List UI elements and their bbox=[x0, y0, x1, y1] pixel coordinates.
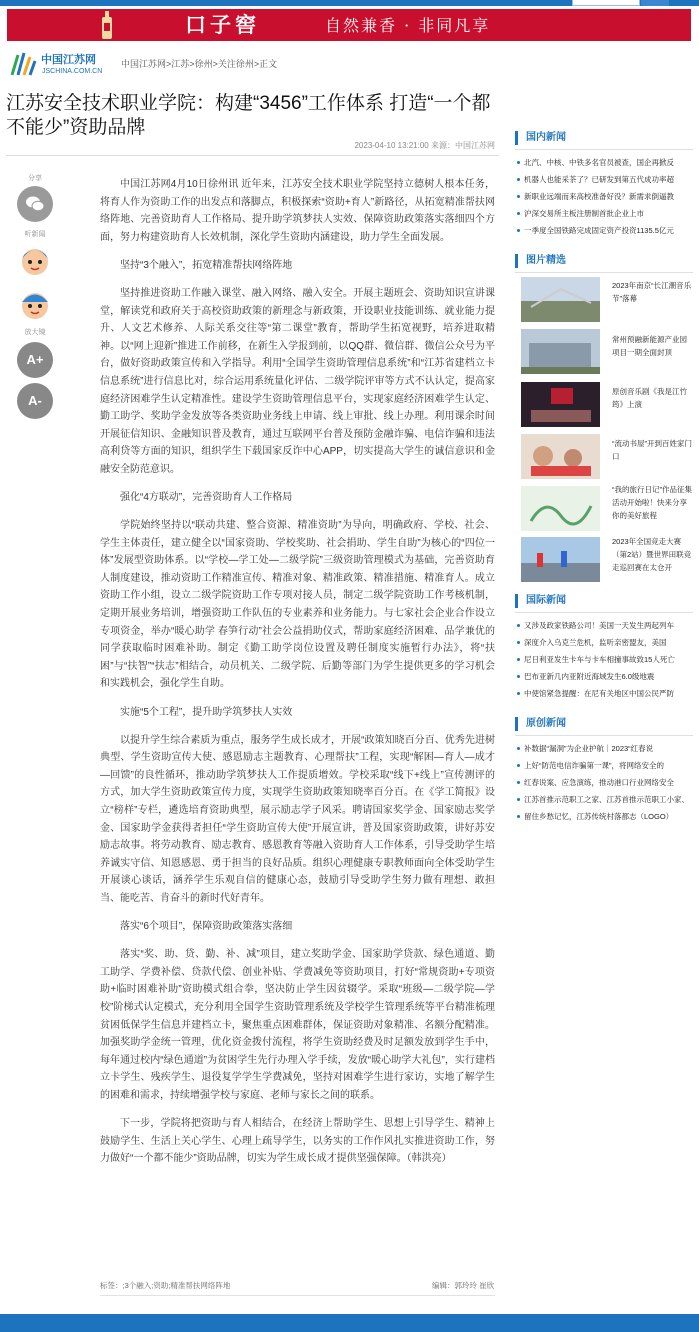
photo-thumb-book-house[interactable] bbox=[521, 434, 600, 479]
article-editor: 编辑：郭玲玲 崔欣 bbox=[432, 1281, 495, 1290]
sidebar-heading-original[interactable]: 原创新闻 bbox=[515, 717, 693, 731]
wechat-share-button[interactable] bbox=[17, 186, 53, 222]
ad-banner[interactable] bbox=[7, 9, 691, 41]
article-tags[interactable]: 标签：;3个融入;资助;精准帮扶网络阵地 bbox=[100, 1281, 231, 1290]
international-news-list bbox=[515, 617, 693, 702]
original-news-item[interactable]: 红春说案、应急演练，推动港口行业网络安全 bbox=[515, 774, 693, 791]
breadcrumb-home[interactable]: 中国江苏网 bbox=[121, 59, 167, 69]
page-footer bbox=[0, 1314, 699, 1332]
international-news-item[interactable]: 巴布亚新几内亚附近海域发生6.0级地震 bbox=[515, 668, 693, 685]
photo-thumb-travel-diary[interactable] bbox=[521, 486, 600, 531]
domestic-news-item[interactable]: 北汽、中核、中铁多名官员被查，国企再掀反 bbox=[515, 154, 693, 171]
breadcrumb-current: 正文 bbox=[259, 59, 278, 69]
share-label: 分享 bbox=[28, 175, 42, 182]
paragraph-section-1: 坚持推进资助工作融入课堂、融入网络、融入安全。开展主题班会、资助知识宣讲课堂，解读党和政府关于高校资助政策的新理念与新政策，开设职业技能训练、就业能力提升、人文艺术修养、人际关系交往等“第二课堂”教育，帮助学生拓宽视野，培养进取精神。以“网上迎新”推进工作前移，在新生入学报到前，以QQ群、微信群、微信公众号为平台，做好资助政策宣传和入学指导。利用“全国学生资助管理信息系统”和“江苏省建档立卡信息系统”进行信息比对，综合运用系统量化评估、二级学院评审等方式不认认定，提高家庭经济困难学生认定精准性。建设学生资助管理信息平台，实现家庭经济困难学生认定、勤工助学、奖助学金发放等各类资助业务线上申请、线上审批、线上办理。利用课余时间开展征信知识、金融知识普及教育，通过互联网平台普及预防金融诈骗、电信诈骗和违法高利贷等方面的知识，组织学生下载国家反诈中心APP，切实提高大学生的诚信意识和金融安全防范意识。 bbox=[100, 287, 495, 475]
paragraph-section-3: 以提升学生综合素质为重点，服务学生成长成才，开展“政策知晓百分百、优秀先进树典型、学生资助宣传大使、感恩励志主题教育、心理帮扶”工程，实现“解困—育人—成才—回馈”的良性循环，推动助学筑梦扶人工作提质增效。学校采取“线下+线上”宣传测评的方式，加大学生资助政策宣传力度，实现学生资助政策知晓率百分百。在《学工简报》设立“榜样”专栏，遴选培育资助典型，展示励志学子风采。聘请国家奖学金、国家励志奖学金、国家助学金获得者担任“学生资助宣传大使”开展宣讲，普及国家资助政策，讲好苏安励志故事。将劳动教育、励志教育、感恩教育等融入资助育人工作体系，引导受助学生培养诚实守信、知恩感恩、勇于担当的良好品质。组织心理健康专职教师面向全体受助学生开展谈心谈话，涵养学生乐观自信的健康心态，鼓励引导受助学生努力做有理想、敢担当、能吃苦、肯奋斗的新时代好青年。 bbox=[100, 734, 495, 904]
top-search-input[interactable] bbox=[572, 0, 640, 6]
article-source: 来源：中国江苏网 bbox=[431, 141, 495, 150]
international-news-item[interactable]: 中使馆紧急提醒：在尼有关地区中国公民严防 bbox=[515, 685, 693, 702]
paragraph-intro: 中国江苏网4月10日徐州讯 近年来，江苏安全技术职业学院坚持立德树人根本任务，将育人作为资助工作的出发点和落脚点，积极探索“资助+育人”新路径，从拓宽精准帮扶网络阵地、完善资助育人工作格局、提升助学筑梦扶人实效、保障资助政策落实落细四个方面，努力构建资助育人长效机制，深化学生资助内涵建设，助力学生全面发展。 bbox=[100, 179, 495, 243]
sidebar-original-news bbox=[515, 717, 693, 825]
sidebar-divider bbox=[515, 612, 693, 613]
paragraph-conclusion: 下一步，学院将把资助与育人相结合，在经济上帮助学生、思想上引导学生、精神上鼓励学生、生活上关心学生、心理上疏导学生，以务实的工作作风扎实推进资助工作，努力做好“一个都不能少”资助品牌，切实为学生成长成才提供坚强保障。（韩洪亮） bbox=[100, 1118, 495, 1165]
sidebar-photos bbox=[515, 254, 693, 584]
photo-thumb-musical[interactable] bbox=[521, 382, 600, 427]
breadcrumb-focus-xuzhou[interactable]: 关注徐州 bbox=[217, 59, 254, 69]
article-meta bbox=[300, 141, 495, 151]
original-news-item[interactable]: 上好“防范电信诈骗第一课”，将网络安全的 bbox=[515, 757, 693, 774]
breadcrumb-jiangsu[interactable]: 江苏 bbox=[171, 59, 190, 69]
sidebar-divider bbox=[515, 272, 693, 273]
listen-male-voice-icon[interactable] bbox=[18, 287, 52, 321]
article-datetime: 2023-04-10 13:21:00 bbox=[354, 141, 429, 150]
domestic-news-item[interactable]: 沪深交易所主板注册制首批企业上市 bbox=[515, 205, 693, 222]
section-heading-2: 强化“4方联动”，完善资助育人工作格局 bbox=[120, 492, 293, 503]
original-news-item[interactable]: 留住乡愁记忆，江苏传统村落都志（LOGO） bbox=[515, 808, 693, 825]
section-heading-4: 落实“6个项目”，保障资助政策落实落细 bbox=[120, 921, 293, 933]
photo-thumb-music-festival[interactable] bbox=[521, 277, 600, 322]
international-news-item[interactable]: 尼日利亚发生卡车与卡车相撞事故致15人死亡 bbox=[515, 651, 693, 668]
photo-thumb-race-walk[interactable] bbox=[521, 537, 600, 582]
sidebar-divider bbox=[515, 735, 693, 736]
top-search-button[interactable] bbox=[641, 0, 669, 6]
banner-slogan: 自然兼香 · 非同凡享 bbox=[325, 16, 491, 35]
banner-brand: 口子窖 bbox=[185, 12, 260, 37]
liquor-bottle-icon bbox=[99, 11, 115, 39]
original-news-item[interactable]: 补数据“漏洞”为企业护航｜2023“红春说 bbox=[515, 740, 693, 757]
domestic-news-list bbox=[515, 154, 693, 239]
tags-divider bbox=[100, 1295, 495, 1296]
site-logo-icon[interactable] bbox=[8, 51, 38, 77]
sidebar-domestic-news bbox=[515, 131, 693, 239]
section-heading-1: 坚持“3个融入”，拓宽精准帮扶网络阵地 bbox=[120, 259, 293, 271]
photo-thumb-industrial-park[interactable] bbox=[521, 329, 600, 374]
photo-caption[interactable]: 常州预融新能源产业园项目一期全面封顶 bbox=[612, 335, 687, 357]
listen-label: 听新闻 bbox=[24, 231, 46, 238]
paragraph-section-4: 落实“奖、助、贷、勤、补、减”项目，建立奖助学金、国家助学贷款、绿色通道、勤工助学、学费补偿、贷款代偿、创业补贴、学费减免等资助项目，打好“常规资助+专项资助+临时困难补助”资助模式组合拳，坚决防止学生因贫辍学。采取“班级—二级学院—学校”阶梯式认定模式，充分利用全国学生资助管理系统及学校学生管理系统等平台精准梳理贫困低保学生信息并建档立卡，聚焦重点困难群体，保证资助对象精准、名额分配精准。加强奖助学金统一管理，优化资金拨付流程，将学生资助经费及时足额发放到学生手中，每年通过校内“绿色通道”为贫困学生先行办理入学手续，发放“暖心助学大礼包”，实行建档立卡学生、残疾学生、退役复学学生学费减免，坚持对困难学生进行家访，实地了解学生的困难和需求，持续增强学校与家庭、老师与家长之间的联系。 bbox=[100, 949, 495, 1101]
domestic-news-item[interactable]: 机器人也能采茶了？已研发到第五代成功率超 bbox=[515, 171, 693, 188]
article-title: 江苏安全技术职业学院：构建“3456”工作体系 打造“一个都不能少”资助品牌 bbox=[6, 93, 491, 138]
paragraph-section-2: 学院始终坚持以“联动共建、整合资源、精准资助”为导向，明确政府、学校、社会、学生主体责任，建立健全以“国家资助、学校奖助、社会捐助、学生自助”为核心的“四位一体”发展型资助体系。以“学校—学工处—二级学院”三级资助管理模式为基础，完善资助育人制度建设，推动资助工作精准宣传、精准对象、精准政策、精准措施、精准育人。成立资助工作小组，设立二级学院资助工作专项对接人员，制定二级学院资助工作考核机制，定期开展业务培训，增强资助工作队伍的专业素养和业务能力。与七家社会企业合作设立专项资金，举办“暖心助学 春笋行动”社会公益捐助仪式，帮助家庭经济困难、品学兼优的同学获取临时困难补助。制定《勤工助学岗位设置及聘任制度实施暂行办法》，将“扶困”与“扶智”“扶志”相结合，动员机关、二级学院、后勤等部门为学生提供更多的学习机会和实践机会，强化学生自助。 bbox=[100, 520, 495, 690]
font-decrease-button[interactable]: A- bbox=[17, 383, 53, 419]
sidebar-divider bbox=[515, 149, 693, 150]
article-body bbox=[100, 176, 495, 1178]
sidebar-heading-photos[interactable]: 图片精选 bbox=[515, 254, 693, 268]
international-news-item[interactable]: 深度介入乌克兰危机，监听亲密盟友，美国 bbox=[515, 634, 693, 651]
original-news-item[interactable]: 江苏首推示范职工之家、江苏首推示范职工小家、 bbox=[515, 791, 693, 808]
domestic-news-item[interactable]: 新职业远端而来高校准备好没？新需求倒逼教 bbox=[515, 188, 693, 205]
title-divider bbox=[6, 155, 499, 156]
sidebar-heading-domestic[interactable]: 国内新闻 bbox=[515, 131, 693, 145]
photo-caption[interactable]: 2023年南京“长江潮音乐节”落幕 bbox=[612, 281, 692, 303]
photo-caption[interactable]: 2023年全国竞走大赛（第2站）暨世界田联竞走巡回赛在太仓开 bbox=[612, 537, 692, 572]
breadcrumb: 中国江苏网>江苏>徐州>关注徐州>正文 bbox=[121, 59, 278, 69]
wechat-icon bbox=[26, 195, 44, 213]
sidebar-heading-international[interactable]: 国际新闻 bbox=[515, 594, 693, 608]
international-news-item[interactable]: 又涉及政家铁路公司！美国一天发生两起列车 bbox=[515, 617, 693, 634]
domestic-news-item[interactable]: 一季度全国铁路完成固定资产投资1135.5亿元 bbox=[515, 222, 693, 239]
photo-caption[interactable]: “流动书屋”开到百姓家门口 bbox=[612, 439, 692, 461]
original-news-list bbox=[515, 740, 693, 825]
sidebar-international-news bbox=[515, 594, 693, 702]
photo-caption[interactable]: “我的旅行日记”作品征集活动开始啦！快来分享你的美好旅程 bbox=[612, 485, 692, 520]
font-increase-button[interactable]: A+ bbox=[17, 342, 53, 378]
listen-female-voice-icon[interactable] bbox=[18, 243, 52, 277]
photo-caption[interactable]: 原创音乐剧《我是江竹筠》上演 bbox=[612, 387, 687, 409]
section-heading-3: 实施“5个工程”，提升助学筑梦扶人实效 bbox=[120, 706, 293, 718]
zoom-label: 放大镜 bbox=[24, 329, 46, 336]
site-domain: JSCHINA.COM.CN bbox=[42, 68, 103, 75]
breadcrumb-xuzhou[interactable]: 徐州 bbox=[194, 59, 213, 69]
site-name[interactable]: 中国江苏网 bbox=[41, 54, 96, 66]
